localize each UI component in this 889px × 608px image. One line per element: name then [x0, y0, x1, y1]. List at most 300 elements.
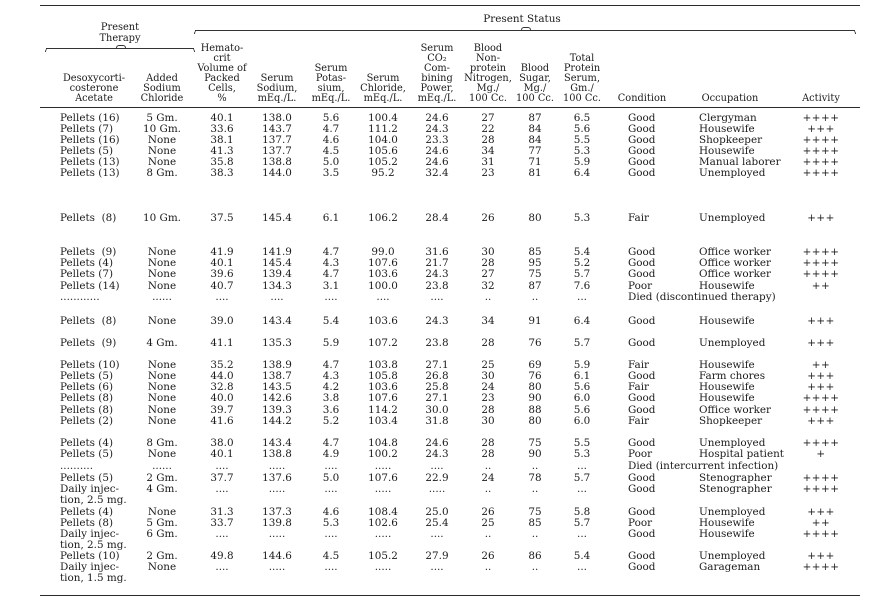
cell-sugar: 69 [528, 359, 542, 371]
cell-cl: 108.4 [368, 506, 398, 518]
cell-sugar: 80 [528, 381, 542, 393]
cell-co2: 26.8 [425, 370, 449, 382]
cell-therapy: Pellets (10) [60, 550, 120, 562]
cell-npn: 23 [481, 392, 495, 404]
cell-condition: Good [628, 145, 656, 157]
cell-salt: None [147, 246, 177, 258]
cell-occupation: Garageman [699, 561, 761, 573]
cell-cl: ..... [374, 528, 392, 540]
cell-cl: 114.2 [368, 404, 398, 416]
cell-sugar: 91 [528, 315, 542, 327]
cell-condition: Good [628, 370, 656, 382]
cell-therapy: Pellets (16) [60, 134, 120, 146]
cell-condition: Good [628, 337, 656, 349]
cell-therapy: Pellets (5) [60, 472, 113, 484]
cell-k: .... [324, 291, 338, 303]
cell-salt: 6 Gm. [146, 528, 178, 540]
cell-na: 141.9 [262, 246, 292, 258]
cell-condition: Poor [628, 448, 653, 460]
cell-npn: 23 [481, 167, 495, 179]
cell-na: ..... [268, 528, 286, 540]
cell-npn: 30 [481, 415, 495, 427]
cell-hct: 38.3 [210, 167, 234, 179]
cell-co2: 24.6 [425, 112, 449, 124]
cell-salt: None [147, 561, 177, 573]
cell-hct: 44.0 [210, 370, 234, 382]
cell-na: 139.3 [262, 404, 292, 416]
cell-co2: .... [430, 528, 444, 540]
cell-occupation: Unemployed [699, 437, 766, 449]
cell-activity: ++ [811, 517, 831, 529]
cell-co2: 27.9 [425, 550, 449, 562]
cell-k: 3.6 [322, 404, 340, 416]
table-bottom-rule [40, 595, 860, 596]
cell-prot: 5.2 [573, 257, 591, 269]
cell-prot: 6.4 [573, 167, 591, 179]
cell-cl: 100.4 [368, 112, 398, 124]
cell-activity: ++++ [802, 483, 840, 495]
cell-prot: 5.8 [573, 506, 591, 518]
cell-cl: 104.0 [368, 134, 398, 146]
cell-therapy: Pellets (2) [60, 415, 113, 427]
cell-salt: 10 Gm. [143, 212, 181, 224]
cell-na: 145.4 [262, 212, 292, 224]
cell-therapy: Pellets (8) [60, 404, 113, 416]
cell-k: 4.5 [322, 145, 340, 157]
cell-cl: ..... [374, 561, 392, 573]
cell-hct: 37.5 [210, 212, 234, 224]
column-header-occupation: Occupation [701, 93, 759, 104]
cell-activity: ++ [811, 359, 831, 371]
cell-cl: 102.6 [368, 517, 398, 529]
cell-salt: 4 Gm. [146, 337, 178, 349]
cell-activity: ++++ [802, 472, 840, 484]
cell-occupation: Office worker [699, 246, 772, 258]
cell-co2: 24.3 [425, 315, 449, 327]
cell-sugar: 75 [528, 268, 542, 280]
cell-occupation: Shopkeeper [699, 415, 763, 427]
cell-cl: 105.2 [368, 550, 398, 562]
cell-activity: ++++ [802, 134, 840, 146]
cell-activity: ++++ [802, 167, 840, 179]
cell-sugar: 88 [528, 404, 542, 416]
cell-hct: 38.1 [210, 134, 234, 146]
cell-cl: 103.6 [368, 268, 398, 280]
cell-occupation: Housewife [699, 145, 755, 157]
cell-therapy: Pellets (8) [60, 392, 113, 404]
cell-hct: .... [215, 460, 229, 472]
cell-k: 4.7 [322, 246, 340, 258]
cell-hct: 40.1 [210, 112, 234, 124]
cell-condition: Good [628, 134, 656, 146]
cell-condition: Good [628, 404, 656, 416]
cell-therapy: Pellets (13) [60, 156, 120, 168]
cell-hct: 40.7 [210, 280, 234, 292]
cell-npn: 26 [481, 550, 495, 562]
cell-salt: 8 Gm. [146, 437, 178, 449]
cell-npn: .. [484, 561, 492, 573]
cell-cl: 99.0 [371, 246, 395, 258]
cell-npn: 24 [481, 381, 495, 393]
cell-therapy: Pellets (4) [60, 257, 113, 269]
cell-cl: 106.2 [368, 212, 398, 224]
cell-co2: 28.4 [425, 212, 449, 224]
cell-cl: 105.8 [368, 370, 398, 382]
cell-co2: 24.3 [425, 448, 449, 460]
column-header-desoxy-acetate: Desoxycorti- costerone Acetate [62, 73, 126, 104]
cell-occupation: Housewife [699, 517, 755, 529]
cell-salt: None [147, 280, 177, 292]
cell-hct: 35.2 [210, 359, 234, 371]
cell-activity: ++++ [802, 404, 840, 416]
cell-salt: None [147, 359, 177, 371]
cell-cl: 107.6 [368, 392, 398, 404]
cell-k: 6.1 [322, 212, 340, 224]
cell-na: ..... [268, 483, 286, 495]
cell-npn: 34 [481, 145, 495, 157]
cell-sugar: 84 [528, 134, 542, 146]
column-header-hematocrit: Hemato- crit Volume of Packed Cells, % [197, 43, 247, 104]
cell-k: 4.6 [322, 134, 340, 146]
cell-npn: 31 [481, 156, 495, 168]
cell-sugar: 75 [528, 437, 542, 449]
cell-condition: Good [628, 550, 656, 562]
cell-prot: 5.6 [573, 381, 591, 393]
cell-na: 144.2 [262, 415, 292, 427]
cell-co2: 24.3 [425, 268, 449, 280]
cell-na: 139.4 [262, 268, 292, 280]
column-header-serum-co2: Serum CO₂ Com- bining Power, mEq./L. [417, 43, 457, 104]
cell-sugar: 90 [528, 448, 542, 460]
cell-k: 4.5 [322, 550, 340, 562]
cell-hct: 35.8 [210, 156, 234, 168]
cell-npn: 32 [481, 280, 495, 292]
cell-cl: 100.0 [368, 280, 398, 292]
cell-na: 142.6 [262, 392, 292, 404]
cell-hct: 31.3 [210, 506, 234, 518]
cell-therapy: Pellets (5) [60, 448, 113, 460]
cell-occupation: Housewife [699, 359, 755, 371]
cell-prot: ... [577, 483, 587, 495]
cell-k: .... [324, 483, 338, 495]
cell-occupation: Housewife [699, 528, 755, 540]
cell-npn: 30 [481, 246, 495, 258]
cell-condition: Poor [628, 280, 653, 292]
cell-cl: ..... [374, 483, 392, 495]
cell-prot: ... [577, 528, 587, 540]
cell-activity: ++++ [802, 257, 840, 269]
cell-therapy: Pellets (8) [60, 315, 117, 327]
cell-sugar: 95 [528, 257, 542, 269]
cell-k: 3.8 [322, 392, 340, 404]
cell-salt: None [147, 370, 177, 382]
cell-co2: 25.0 [425, 506, 449, 518]
cell-sugar: 81 [528, 167, 542, 179]
cell-sugar: 75 [528, 506, 542, 518]
cell-npn: 26 [481, 212, 495, 224]
cell-cl: ..... [374, 460, 392, 472]
cell-salt: 10 Gm. [143, 123, 181, 135]
cell-occupation: Housewife [699, 123, 755, 135]
cell-activity: ++++ [802, 437, 840, 449]
cell-prot: 5.4 [573, 550, 591, 562]
cell-cl: 107.2 [368, 337, 398, 349]
column-header-condition: Condition [617, 93, 667, 104]
cell-condition: Fair [628, 359, 649, 371]
column-header-activity: Activity [802, 93, 840, 104]
cell-npn: 28 [481, 404, 495, 416]
cell-occupation: Office worker [699, 268, 772, 280]
cell-k: 5.0 [322, 156, 340, 168]
column-header-total-protein: Total Protein Serum, Gm./ 100 Cc. [563, 53, 601, 104]
cell-prot: 5.4 [573, 246, 591, 258]
cell-k: 5.4 [322, 315, 340, 327]
cell-occupation: Clergyman [699, 112, 757, 124]
cell-therapy: Pellets (4) [60, 506, 113, 518]
cell-salt: None [147, 134, 177, 146]
cell-condition: Good [628, 528, 656, 540]
cell-k: 4.7 [322, 268, 340, 280]
cell-salt: None [147, 156, 177, 168]
cell-sugar: 86 [528, 550, 542, 562]
cell-npn: 30 [481, 370, 495, 382]
cell-salt: None [147, 268, 177, 280]
cell-co2: 24.3 [425, 123, 449, 135]
cell-na: 137.7 [262, 134, 292, 146]
cell-condition: Good [628, 112, 656, 124]
cell-sugar: .. [531, 561, 539, 573]
cell-na: .... [270, 291, 284, 303]
cell-npn: 22 [481, 123, 495, 135]
cell-condition: Good [628, 472, 656, 484]
cell-k: .... [324, 460, 338, 472]
cell-co2: 30.0 [425, 404, 449, 416]
cell-npn: .. [484, 528, 492, 540]
cell-sugar: 87 [528, 280, 542, 292]
cell-sugar: 85 [528, 517, 542, 529]
cell-k: 5.0 [322, 472, 340, 484]
cell-condition: Good [628, 561, 656, 573]
cell-npn: 28 [481, 337, 495, 349]
cell-occupation: Shopkeeper [699, 134, 763, 146]
cell-prot: 5.7 [573, 472, 591, 484]
cell-k: 4.3 [322, 370, 340, 382]
cell-npn: 26 [481, 506, 495, 518]
cell-occupation: Unemployed [699, 212, 766, 224]
cell-sugar: .. [531, 528, 539, 540]
cell-cl: 100.2 [368, 448, 398, 460]
cell-activity: ++++ [802, 392, 840, 404]
cell-sugar: 84 [528, 123, 542, 135]
cell-npn: 28 [481, 437, 495, 449]
cell-occupation: Stenographer [699, 483, 772, 495]
cell-salt: None [147, 415, 177, 427]
column-header-serum-potassium: Serum Potas- sium, mEq./L. [311, 63, 351, 104]
column-header-serum-sodium: Serum Sodium, mEq./L. [256, 73, 298, 104]
cell-prot: 6.0 [573, 392, 591, 404]
cell-activity: ++++ [802, 528, 840, 540]
cell-activity: ++++ [802, 246, 840, 258]
present-status-heading: Present Status [483, 13, 561, 25]
cell-k: 5.9 [322, 337, 340, 349]
cell-sugar: 78 [528, 472, 542, 484]
cell-condition: Good [628, 246, 656, 258]
cell-occupation: Hospital patient [699, 448, 784, 460]
cell-occupation: Office worker [699, 257, 772, 269]
cell-co2: 25.8 [425, 381, 449, 393]
cell-hct: 33.6 [210, 123, 234, 135]
cell-activity: +++ [807, 381, 835, 393]
cell-sugar: 90 [528, 392, 542, 404]
cell-salt: None [147, 392, 177, 404]
cell-salt: None [147, 404, 177, 416]
cell-therapy: Daily injec- tion, 2.5 mg. [60, 528, 127, 551]
cell-therapy: Pellets (4) [60, 437, 113, 449]
cell-npn: .. [484, 291, 492, 303]
cell-prot: 5.6 [573, 404, 591, 416]
present-therapy-heading: Present Therapy [99, 22, 141, 44]
cell-sugar: 80 [528, 212, 542, 224]
cell-condition: Fair [628, 212, 649, 224]
cell-co2: .... [430, 561, 444, 573]
cell-k: 4.9 [322, 448, 340, 460]
cell-co2: 27.1 [425, 392, 449, 404]
cell-salt: ...... [152, 460, 172, 472]
cell-co2: 25.4 [425, 517, 449, 529]
cell-na: 143.4 [262, 315, 292, 327]
cell-co2: 27.1 [425, 359, 449, 371]
cell-activity: +++ [807, 337, 835, 349]
cell-sugar: 76 [528, 337, 542, 349]
cell-condition: Good [628, 483, 656, 495]
cell-npn: 25 [481, 517, 495, 529]
cell-activity: ++++ [802, 561, 840, 573]
cell-na: 137.3 [262, 506, 292, 518]
cell-hct: 32.8 [210, 381, 234, 393]
cell-prot: 7.6 [573, 280, 591, 292]
cell-k: 4.2 [322, 381, 340, 393]
cell-na: 144.0 [262, 167, 292, 179]
cell-occupation: Housewife [699, 315, 755, 327]
cell-prot: 6.4 [573, 315, 591, 327]
cell-co2: ..... [428, 483, 446, 495]
cell-activity: ++ [811, 280, 831, 292]
cell-therapy: Pellets (9) [60, 337, 117, 349]
cell-therapy: Pellets (9) [60, 246, 117, 258]
cell-salt: None [147, 448, 177, 460]
column-header-added-sodium: Added Sodium Chloride [140, 73, 184, 104]
cell-sugar: 87 [528, 112, 542, 124]
cell-hct: 39.6 [210, 268, 234, 280]
cell-occupation: Stenographer [699, 472, 772, 484]
cell-co2: 21.7 [425, 257, 449, 269]
cell-activity: ++++ [802, 268, 840, 280]
cell-activity: +++ [807, 212, 835, 224]
cell-condition: Good [628, 156, 656, 168]
cell-occupation: Farm chores [699, 370, 766, 382]
cell-na: ..... [268, 561, 286, 573]
cell-therapy: Pellets (7) [60, 123, 113, 135]
cell-hct: .... [215, 528, 229, 540]
cell-sugar: .. [531, 460, 539, 472]
cell-cl: 107.6 [368, 472, 398, 484]
cell-cl: 105.6 [368, 145, 398, 157]
cell-occupation: Housewife [699, 392, 755, 404]
cell-k: 5.3 [322, 517, 340, 529]
cell-salt: 8 Gm. [146, 167, 178, 179]
cell-hct: 40.0 [210, 392, 234, 404]
cell-therapy: Daily injec- tion, 1.5 mg. [60, 561, 127, 584]
cell-hct: 39.0 [210, 315, 234, 327]
cell-npn: 25 [481, 359, 495, 371]
cell-npn: 28 [481, 134, 495, 146]
cell-therapy: Pellets (8) [60, 212, 117, 224]
cell-na: 135.3 [262, 337, 292, 349]
cell-k: 4.3 [322, 257, 340, 269]
cell-co2: 23.8 [425, 337, 449, 349]
cell-hct: 39.7 [210, 404, 234, 416]
cell-condition: Good [628, 268, 656, 280]
column-header-blood-sugar: Blood Sugar, Mg./ 100 Cc. [516, 63, 554, 104]
cell-cl: 103.4 [368, 415, 398, 427]
cell-activity: +++ [807, 123, 835, 135]
cell-salt: ...... [152, 291, 172, 303]
cell-sugar: 77 [528, 145, 542, 157]
cell-therapy: ............ [60, 291, 100, 303]
cell-prot: 5.3 [573, 145, 591, 157]
cell-salt: None [147, 145, 177, 157]
cell-prot: 5.7 [573, 268, 591, 280]
cell-hct: .... [215, 561, 229, 573]
cell-activity: +++ [807, 506, 835, 518]
cell-condition: Good [628, 167, 656, 179]
cell-na: 137.6 [262, 472, 292, 484]
present-therapy-brace [46, 48, 194, 49]
cell-activity: ++++ [802, 145, 840, 157]
cell-cl: 95.2 [371, 167, 395, 179]
cell-occupation: Manual laborer [699, 156, 781, 168]
cell-hct: 41.1 [210, 337, 234, 349]
cell-therapy: Pellets (14) [60, 280, 120, 292]
present-status-brace [195, 30, 855, 31]
cell-cl: 103.6 [368, 381, 398, 393]
cell-hct: 38.0 [210, 437, 234, 449]
cell-na: 138.8 [262, 156, 292, 168]
cell-k: 4.7 [322, 359, 340, 371]
cell-k: 3.5 [322, 167, 340, 179]
cell-npn: .. [484, 460, 492, 472]
cell-k: 4.7 [322, 123, 340, 135]
cell-hct: 37.7 [210, 472, 234, 484]
cell-npn: 34 [481, 315, 495, 327]
cell-hct: 40.1 [210, 448, 234, 460]
cell-prot: 6.1 [573, 370, 591, 382]
cell-hct: .... [215, 291, 229, 303]
cell-therapy: Pellets (13) [60, 167, 120, 179]
cell-hct: 40.1 [210, 257, 234, 269]
cell-co2: 24.6 [425, 145, 449, 157]
cell-cl: 103.8 [368, 359, 398, 371]
cell-co2: 32.4 [425, 167, 449, 179]
cell-therapy: Pellets (5) [60, 370, 113, 382]
cell-na: 137.7 [262, 145, 292, 157]
cell-therapy: Pellets (5) [60, 145, 113, 157]
cell-condition: Fair [628, 415, 649, 427]
cell-prot: 5.3 [573, 448, 591, 460]
cell-co2: 24.6 [425, 437, 449, 449]
cell-npn: 27 [481, 268, 495, 280]
cell-therapy: Pellets (7) [60, 268, 113, 280]
